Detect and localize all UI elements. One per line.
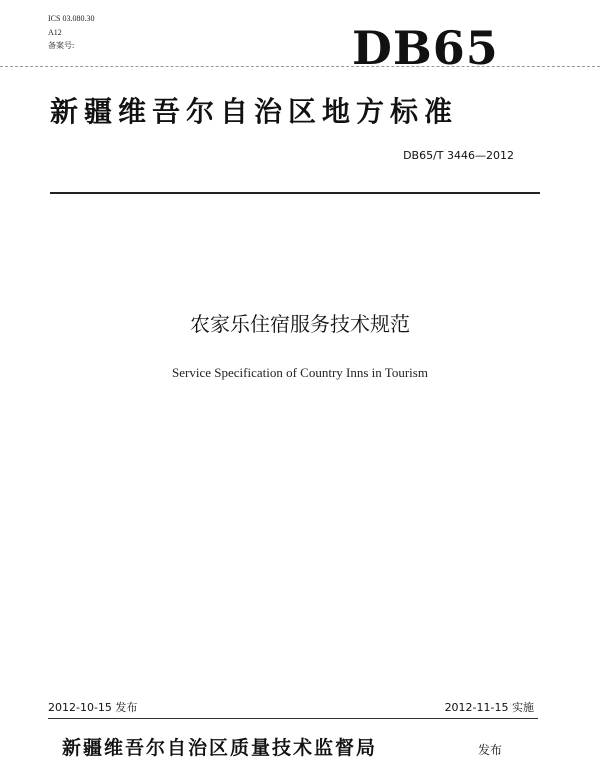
- ics-code: ICS 03.080.30: [48, 14, 95, 23]
- issue-date: 2012-10-15 发布: [48, 701, 138, 714]
- top-rule: [50, 192, 540, 194]
- issuing-authority: 新疆维吾尔自治区质量技术监督局: [62, 737, 378, 759]
- issuer-suffix: 发布: [478, 743, 503, 757]
- standard-category: 新疆维吾尔自治区地方标准: [50, 95, 459, 128]
- standard-number: DB65/T 3446—2012: [403, 149, 514, 162]
- classification-code: A12: [48, 28, 62, 37]
- bottom-rule: [48, 718, 538, 719]
- record-number-label: 备案号:: [48, 41, 75, 50]
- title-english: Service Specification of Country Inns in Tourism: [172, 365, 428, 380]
- implementation-date: 2012-11-15 实施: [444, 701, 534, 714]
- title-chinese: 农家乐住宿服务技术规范: [190, 312, 410, 336]
- standard-logo: DB65: [352, 21, 499, 75]
- header-divider: [0, 66, 600, 67]
